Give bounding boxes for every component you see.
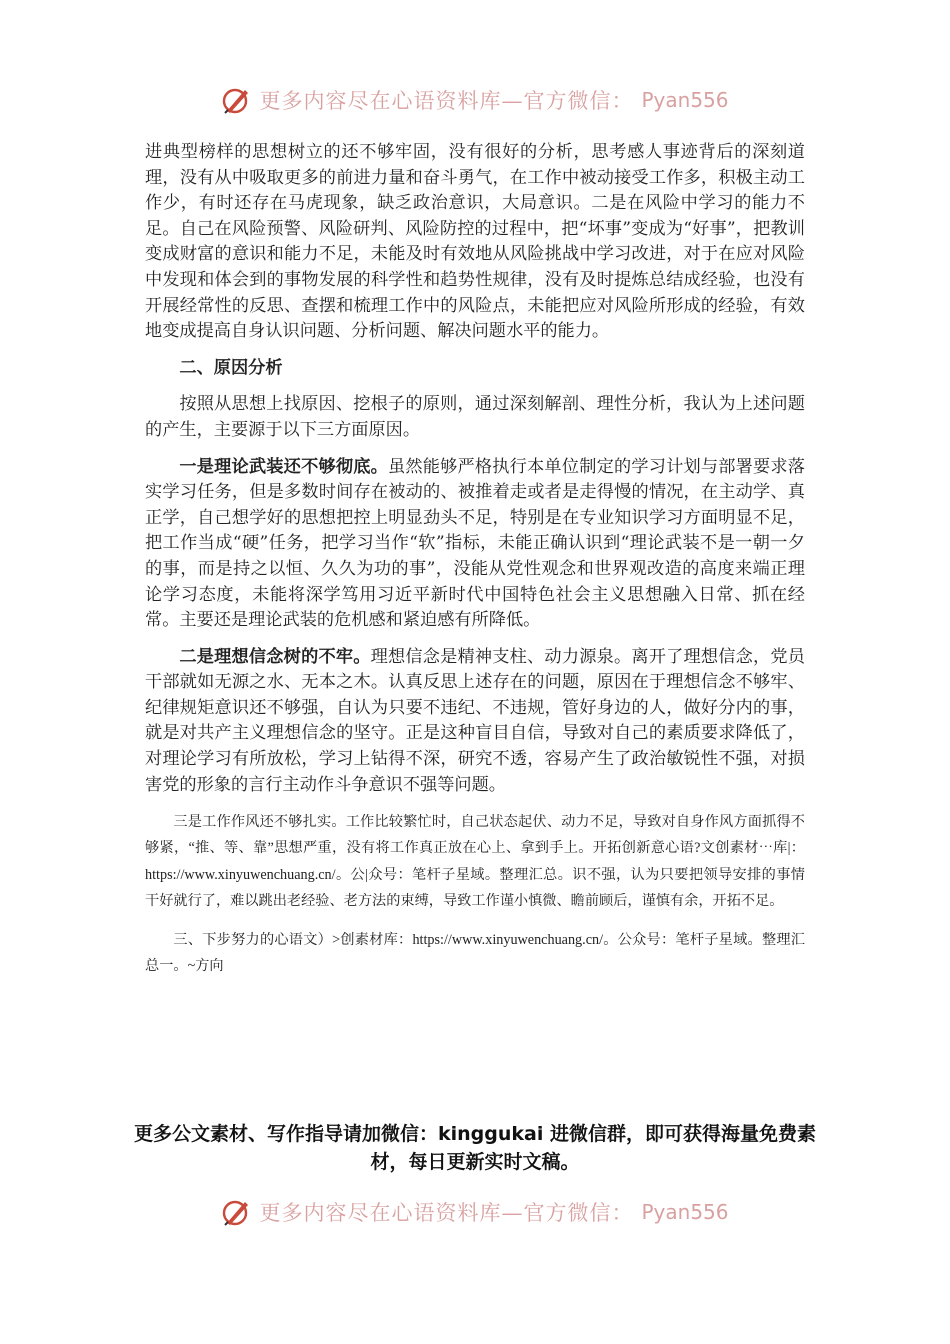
header-banner xyxy=(0,80,950,120)
header-banner-inner xyxy=(221,85,728,115)
paragraph-ideals-lead: 二是理想信念树的不牢。 xyxy=(179,646,371,667)
footer-banner xyxy=(0,1192,950,1232)
paragraph-theory-text: 虽然能够严格执行本单位制定的学习计划与部署要求落实学习任务，但是多数时间存在被动的、被推着走或者是走得慢的情况，在主动学、真正学，自己想学好的思想把控上明显劲头不足，特别是在专业知识学习方面明显不足，把工作当成“硬”任务，把学习当作“软”指标，未能正确认识到“理论武装不是一朝一夕的事，而是持之以恒、久久为功的事”，没能从党性观念和世界观改造的高度来端正理论学习态度，未能将深学笃用习近平新时代中国特色社会主义思想融入日常、抓在经常。主要还是理论武装的危机感和紧迫感有所降低。 xyxy=(145,456,805,631)
pen-logo-icon xyxy=(221,85,251,115)
paragraph-ideals xyxy=(145,645,805,799)
document-body xyxy=(145,140,805,979)
banner-wechat-id: Pyan556 xyxy=(641,88,729,112)
pen-logo-icon xyxy=(221,1197,251,1227)
paragraph-continuation: 进典型榜样的思想树立的还不够牢固，没有很好的分析，思考感人事迹背后的深刻道理，没有从中吸取更多的前进力量和奋斗勇气，在工作中被动接受工作多，积极主动工作少，有时还存在马虎现象，缺乏政治意识，大局意识。二是在风险中学习的能力不足。自己在风险预警、风险研判、风险防控的过程中，把“坏事”变成为“好事”，把教训变成财富的意识和能力不足，未能及时有效地从风险挑战中学习改进，对于在应对风险中发现和体会到的事物发展的科学性和趋势性规律，没有及时提炼总结成经验，也没有开展经常性的反思、查摆和梳理工作中的风险点，未能把应对风险所形成的经验，有效地变成提高自身认识问题、分析问题、解决问题水平的能力。 xyxy=(145,142,805,342)
banner-text: 更多内容尽在心语资料库—官方微信： xyxy=(259,89,634,113)
paragraph-work-style: 三是工作作风还不够扎实。工作比较繁忙时，自己状态起伏、动力不足，导致对自身作风方面抓得不够紧，“推、等、靠”思想严重，没有将工作真正放在心上、拿到手上。开拓创新意心语?文创素材⋯库|：https://www.xinyuwenchuang.cn/。公|众号：笔杆子星域。整理汇总。识不强，认为只要把领导安排的事情干好就行了，难以跳出老经验、老方法的束缚，导致工作谨小慎微、瞻前顾后，谨慎有余，开拓不足。 xyxy=(145,814,805,909)
footer-wechat-cta: 更多公文素材、写作指导请加微信：kinggukai 进微信群，即可获得海量免费素材，每日更新实时文稿。 xyxy=(134,1123,816,1173)
paragraph-theory-lead: 一是理论武装还不够彻底。 xyxy=(179,456,388,477)
footer-banner-inner xyxy=(221,1197,728,1227)
paragraph-theory xyxy=(145,455,805,634)
paragraph-next-steps: 三、下步努力的心语文）>创素材库：https://www.xinyuwenchuang.cn/。公众号：笔杆子星域。整理汇总一。~方向 xyxy=(145,932,805,975)
banner-text: 更多内容尽在心语资料库—官方微信： xyxy=(259,1201,634,1225)
section-heading-cause-analysis: 二、原因分析 xyxy=(179,357,283,378)
paragraph-ideals-text: 理想信念是精神支柱、动力源泉。离开了理想信念，党员干部就如无源之水、无本之木。认真反思上述存在的问题，原因在于理想信念不够牢、纪律规矩意识还不够强，自认为只要不违纪、不违规，管好身边的人，做好分内的事，就是对共产主义理想信念的坚守。正是这种盲目自信，导致对自己的素质要求降低了，对理论学习有所放松，学习上钻得不深，研究不透，容易产生了政治敏锐性不强，对损害党的形象的言行主动作斗争意识不强等问题。 xyxy=(145,646,805,795)
paragraph-intro: 按照从思想上找原因、挖根子的原则，通过深刻解剖、理性分析，我认为上述问题的产生，主要源于以下三方面原因。 xyxy=(145,394,805,440)
banner-wechat-id: Pyan556 xyxy=(641,1200,729,1224)
